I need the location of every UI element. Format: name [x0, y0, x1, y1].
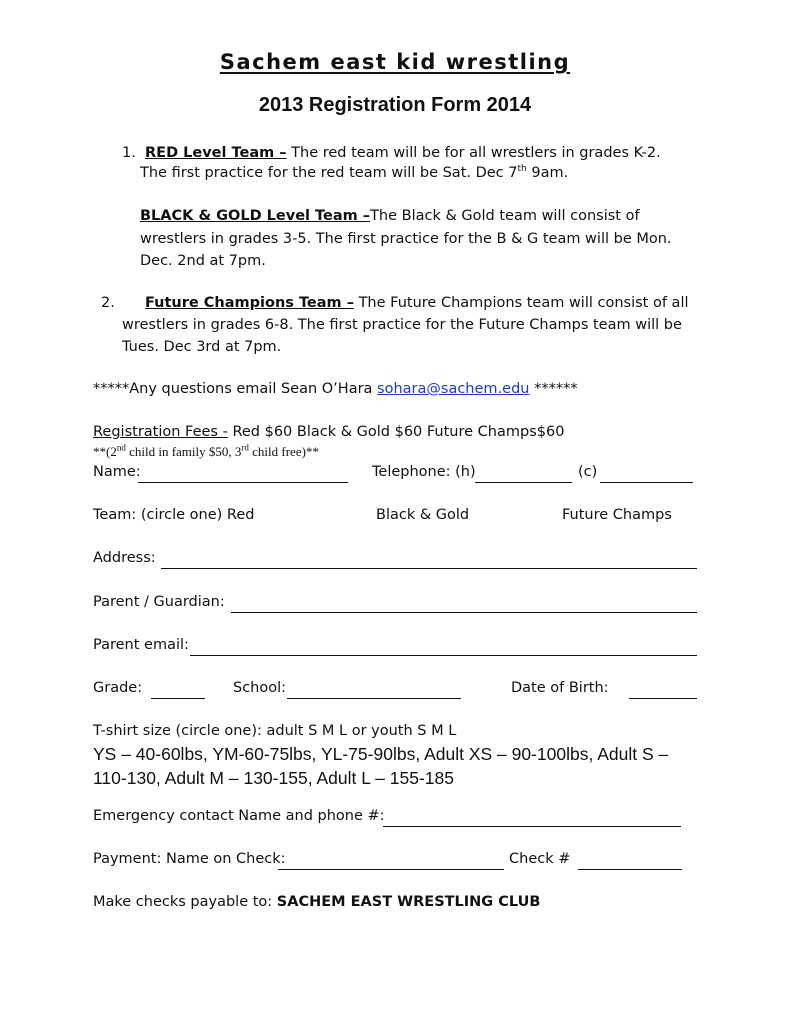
school-label: School: — [233, 680, 287, 696]
list-number-1: 1. — [122, 145, 136, 161]
fc-team-desc: The Future Champions team will consist of all — [353, 295, 689, 311]
red-team-line-2 — [140, 165, 568, 181]
fees-note-mid: child in family $50, 3 — [125, 444, 242, 459]
bg-team-label: BLACK & GOLD Level Team – — [140, 208, 371, 224]
form-subtitle: 2013 Registration Form 2014 — [258, 94, 532, 116]
telephone-home-field[interactable] — [475, 482, 572, 483]
fees-note — [93, 444, 319, 460]
emergency-field[interactable] — [383, 826, 681, 827]
telephone-home-label: Telephone: (h) — [372, 464, 476, 480]
fc-team-line-1 — [145, 295, 689, 311]
fc-team-line-3: Tues. Dec 3rd at 7pm. — [122, 339, 282, 355]
telephone-cell-field[interactable] — [600, 482, 693, 483]
grade-label: Grade: — [93, 680, 143, 696]
contact-stars: ****** — [529, 381, 578, 397]
payment-label: Payment: Name on Check: — [93, 851, 286, 867]
fees-amounts: Red $60 Black & Gold $60 Future Champs$60 — [227, 424, 565, 440]
red-team-sup: th — [517, 164, 527, 175]
team-bg-option[interactable]: Black & Gold — [376, 507, 470, 523]
check-number-label: Check # — [509, 851, 571, 867]
sizes-line-2: 110-130, Adult M – 130-155, Adult L – 155-185 — [93, 768, 454, 788]
red-team-label: RED Level Team – — [145, 145, 287, 161]
check-number-field[interactable] — [578, 869, 682, 870]
school-field[interactable] — [287, 698, 461, 699]
contact-text: *****Any questions email Sean O’Hara — [93, 381, 378, 397]
parent-label: Parent / Guardian: — [93, 594, 225, 610]
sizes-line-1: YS – 40-60lbs, YM-60-75lbs, YL-75-90lbs, Adult XS – 90-100lbs, Adult S – — [93, 744, 669, 764]
payable-line — [93, 894, 540, 910]
contact-email-link[interactable]: sohara@sachem.edu — [377, 381, 530, 397]
payable-name: SACHEM EAST WRESTLING CLUB — [276, 894, 541, 910]
red-team-line-1 — [145, 145, 661, 161]
name-label: Name: — [93, 464, 141, 480]
payable-text: Make checks payable to: — [93, 894, 277, 910]
dob-field[interactable] — [629, 698, 697, 699]
red-team-time: 9am. — [526, 165, 569, 181]
name-field[interactable] — [138, 482, 348, 483]
payment-name-field[interactable] — [278, 869, 504, 870]
fees-note-pre: **(2 — [93, 444, 117, 459]
fees-line — [93, 424, 564, 440]
page-title: Sachem east kid wrestling — [219, 50, 571, 74]
parent-email-field[interactable] — [190, 655, 697, 656]
fees-note-post: child free)** — [248, 444, 319, 459]
fc-team-line-2: wrestlers in grades 6-8. The first practice for the Future Champs team will be — [122, 317, 682, 333]
list-number-2: 2. — [101, 295, 115, 311]
emergency-label: Emergency contact Name and phone #: — [93, 808, 385, 824]
fees-note-sup1: nd — [116, 442, 126, 453]
team-fc-option[interactable]: Future Champs — [562, 507, 672, 523]
fc-team-label: Future Champions Team – — [145, 295, 354, 311]
grade-field[interactable] — [151, 698, 205, 699]
bg-team-line-1 — [140, 208, 640, 224]
parent-email-label: Parent email: — [93, 637, 189, 653]
fees-note-sup2: rd — [241, 442, 249, 453]
address-field[interactable] — [161, 568, 697, 569]
dob-label: Date of Birth: — [511, 680, 609, 696]
red-team-practice: The first practice for the red team will be Sat. Dec 7 — [140, 165, 518, 181]
fees-label: Registration Fees - — [93, 424, 228, 440]
bg-team-desc: The Black & Gold team will consist of — [370, 208, 640, 224]
telephone-cell-label: (c) — [578, 464, 598, 480]
bg-team-line-2: wrestlers in grades 3-5. The first practice for the B & G team will be Mon. — [140, 231, 672, 247]
address-label: Address: — [93, 550, 156, 566]
bg-team-line-3: Dec. 2nd at 7pm. — [140, 253, 266, 269]
red-team-desc: The red team will be for all wrestlers in grades K-2. — [286, 145, 661, 161]
parent-field[interactable] — [231, 612, 697, 613]
tshirt-size-label: T-shirt size (circle one): adult S M L or youth S M L — [93, 723, 457, 739]
contact-line — [93, 381, 578, 397]
team-red-option[interactable]: Team: (circle one) Red — [93, 507, 255, 523]
